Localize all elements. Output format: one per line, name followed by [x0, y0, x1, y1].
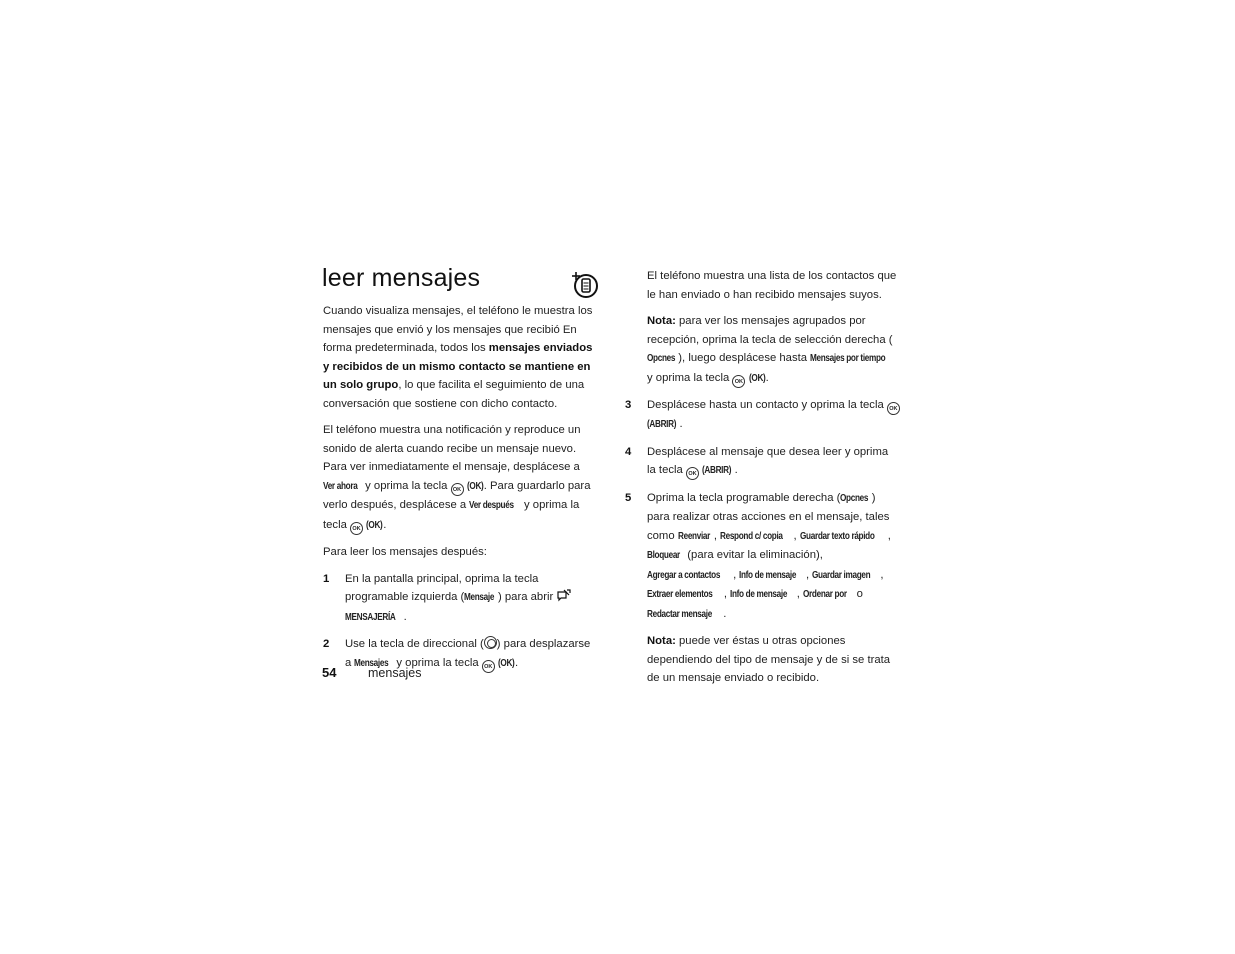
- step-5: [625, 489, 900, 625]
- option-guardar-texto-rapido: Guardar texto rápido: [799, 530, 875, 542]
- step-text-2: ) para desplazarse a: [345, 638, 591, 669]
- step-text-2: ) para realizar otras acciones en el mensaje, tales como: [647, 491, 890, 542]
- notification-paragraph: [323, 421, 598, 535]
- separator: ,: [713, 529, 721, 542]
- softkey-mensaje: Mensaje: [464, 592, 495, 603]
- notification-text-2: y oprima la tecla: [361, 479, 451, 492]
- step-text: Desplácese al mensaje que desea leer y oprima la tecla: [647, 445, 889, 476]
- step-text-end: .: [679, 418, 683, 430]
- notification-text: El teléfono muestra una notificación y reproduce un sonido de alerta cuando recibe un mensaje nuevo. Para ver inmediatamente el mensaje, desplácese a: [323, 424, 581, 473]
- option-bloquear: Bloquear: [647, 550, 680, 561]
- note-text-end: .: [765, 371, 769, 384]
- intro-text: Cuando visualiza mensajes, el teléfono le muestra los mensajes que envió y los mensajes que recibió En forma predeterminada, todos los: [323, 305, 593, 354]
- nav-key-icon: [484, 636, 497, 649]
- step-text: Desplácese hasta un contacto y oprima la tecla: [647, 399, 887, 411]
- left-column: [323, 302, 598, 681]
- softkey-ver-despues: Ver después: [469, 500, 515, 511]
- option-guardar-imagen: Guardar imagen: [812, 569, 871, 581]
- separator: ,: [880, 568, 884, 581]
- step-text-4: o: [853, 588, 863, 600]
- option-agregar-contactos: Agregar a contactos: [647, 569, 721, 581]
- option-info-mensaje: Info de mensaje: [739, 569, 797, 581]
- note-paragraph: [625, 312, 900, 388]
- step-text-end: .: [723, 607, 727, 620]
- step-3: [625, 396, 900, 435]
- step-number: 5: [625, 491, 632, 504]
- softkey-mensajes: Mensajes: [354, 657, 389, 669]
- note-text: para ver los mensajes agrupados por recepción, oprima la tecla de selección derecha (: [647, 315, 893, 346]
- menu-mensajeria: MENSAJERÍA: [345, 611, 396, 623]
- notification-text-end: .: [383, 518, 387, 531]
- ok-key-icon: OK: [451, 483, 464, 496]
- ok-label: (OK): [466, 480, 484, 492]
- option-info-mensaje: Info de mensaje: [730, 589, 788, 600]
- section-label: mensajes: [368, 666, 422, 680]
- abrir-label: (ABRIR): [702, 465, 732, 476]
- step-4: [625, 443, 900, 481]
- step-number: 1: [323, 572, 330, 585]
- option-ordenar-por: Ordenar por: [803, 589, 847, 600]
- note-label: Nota:: [647, 315, 676, 327]
- note-label: Nota:: [647, 635, 676, 647]
- ok-key-icon: OK: [350, 522, 363, 535]
- step-number: 3: [625, 399, 632, 411]
- ok-key-icon: OK: [686, 467, 699, 480]
- note-text-3: y oprima la tecla: [647, 371, 733, 384]
- softkey-ver-ahora: Ver ahora: [323, 480, 358, 492]
- read-later-paragraph: Para leer los mensajes después:: [323, 546, 487, 558]
- menu-mensajes-por-tiempo: Mensajes por tiempo: [810, 353, 886, 364]
- step-text-2: ) para abrir: [497, 591, 557, 603]
- step-number: 2: [323, 638, 330, 650]
- step-text-end: .: [403, 610, 407, 623]
- step-text: En la pantalla principal, oprima la tecla programable izquierda (: [345, 572, 539, 603]
- ok-key-icon: OK: [887, 402, 900, 415]
- right-column: [625, 267, 900, 696]
- step-text-3: y oprima la tecla: [393, 656, 482, 669]
- step-text: Use la tecla de direccional (: [345, 638, 484, 650]
- ok-label: (OK): [366, 519, 383, 531]
- step-text-end: .: [514, 656, 519, 669]
- separator: ,: [723, 588, 731, 600]
- separator: ,: [733, 568, 740, 581]
- note-paragraph-2: [625, 632, 900, 688]
- page-title: leer mensajes: [322, 264, 481, 292]
- option-redactar-mensaje: Redactar mensaje: [647, 608, 712, 620]
- softkey-opcnes: Opcnes: [647, 353, 676, 364]
- option-respond-copia: Respond c/ copia: [720, 530, 783, 542]
- ok-label: (OK): [497, 657, 515, 669]
- step-text: Oprima la tecla programable derecha (: [647, 491, 841, 504]
- notification-text-4: y oprima la tecla: [323, 499, 580, 531]
- separator: ,: [793, 529, 800, 542]
- ok-key-icon: OK: [482, 660, 495, 673]
- separator: ,: [887, 529, 891, 542]
- ok-label: (OK): [748, 372, 765, 384]
- step-number: 4: [625, 445, 632, 458]
- page-number: 54: [322, 665, 337, 680]
- notification-text-3: . Para guardarlo para verlo después, desplácese a: [323, 479, 591, 511]
- ok-key-icon: OK: [732, 375, 745, 388]
- softkey-opcnes: Opcnes: [840, 492, 869, 504]
- step-2: [323, 635, 598, 673]
- phone-feature-icon: [572, 271, 598, 299]
- step-text-3: (para evitar la eliminación),: [684, 549, 823, 561]
- abrir-label: (ABRIR): [647, 419, 677, 430]
- option-extraer-elementos: Extraer elementos: [647, 589, 713, 600]
- intro-text-end: , lo que facilita el seguimiento de una conversación que sostiene con dicho contacto.: [323, 379, 585, 410]
- messaging-icon: [556, 589, 571, 602]
- contacts-list-paragraph: El teléfono muestra una lista de los contactos que le han enviado o han recibido mensajes suyos.: [647, 270, 897, 301]
- step-text-end: .: [734, 464, 738, 476]
- note-text-2: ), luego desplácese hasta: [678, 352, 811, 364]
- note-text: puede ver éstas u otras opciones dependiendo del tipo de mensaje y de si se trata de un mensaje enviado o recibido.: [647, 635, 891, 684]
- separator: ,: [805, 568, 813, 581]
- intro-paragraph: [323, 302, 598, 413]
- option-reenviar: Reenviar: [677, 530, 710, 542]
- separator: ,: [796, 588, 804, 600]
- intro-bold-text: mensajes enviados y recibidos de un mismo contacto se mantiene en un solo grupo: [323, 342, 593, 391]
- step-1: [323, 570, 598, 628]
